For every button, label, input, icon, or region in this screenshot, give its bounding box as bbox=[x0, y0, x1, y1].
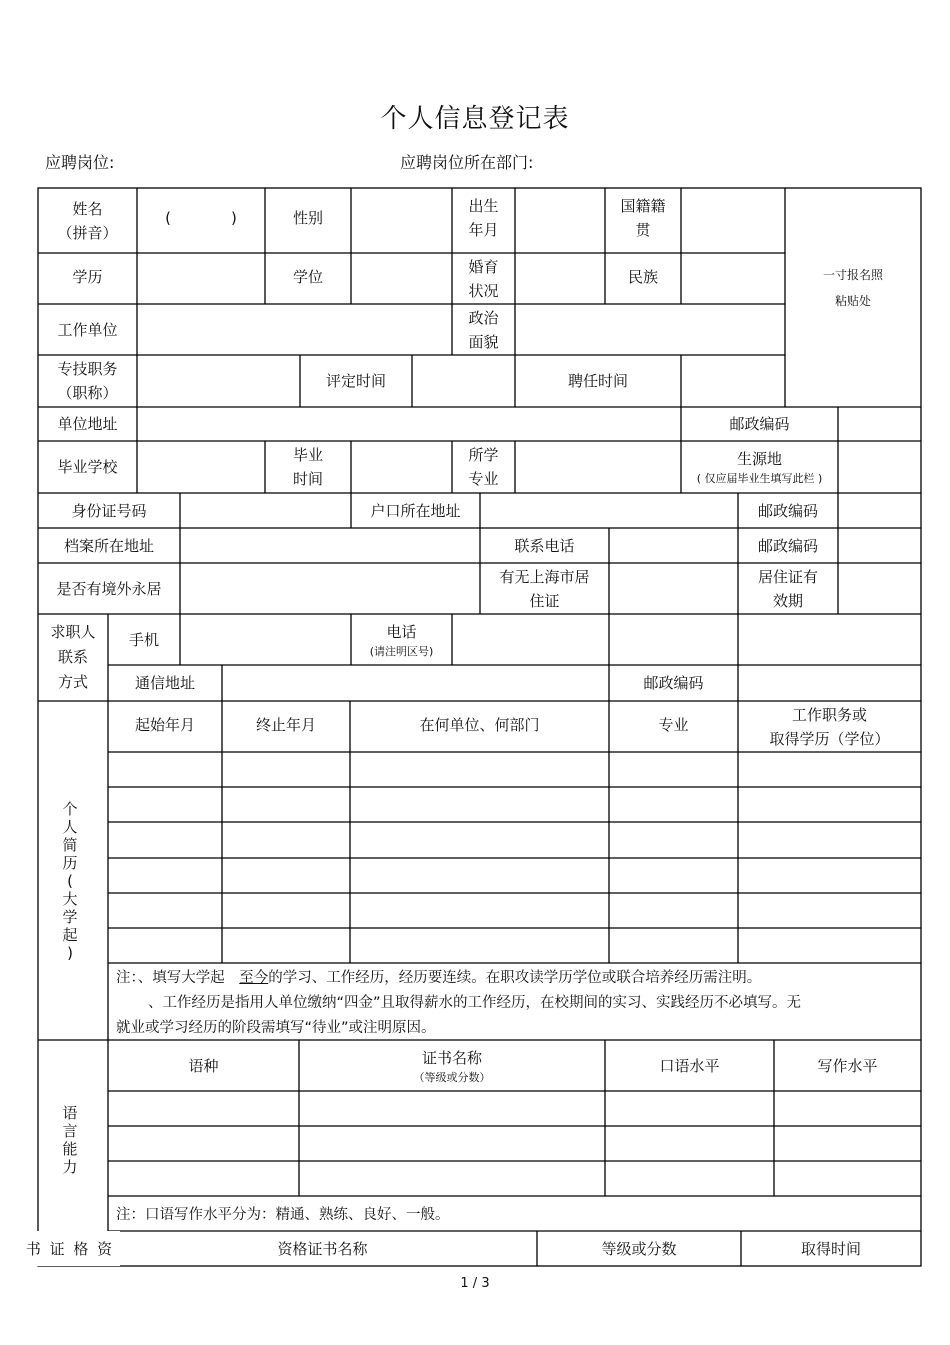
unit-address-label: 单位地址 bbox=[57, 415, 118, 433]
permit-validity-line1: 居住证有 bbox=[757, 567, 818, 586]
contact-label-line3: 方式 bbox=[57, 673, 88, 691]
certificate-header-level: 等级或分数 bbox=[601, 1239, 677, 1258]
language-note: 注：口语写作水平分为：精通、熟练、良好、一般。 bbox=[116, 1207, 450, 1223]
resume-header-unit: 在何单位、何部门 bbox=[419, 715, 540, 734]
nationality-field[interactable] bbox=[681, 188, 785, 253]
workplace-label: 工作单位 bbox=[57, 320, 118, 339]
professional-title-line2: （职称） bbox=[57, 384, 118, 402]
id-number-field[interactable] bbox=[180, 493, 351, 528]
degree-label: 学位 bbox=[292, 268, 323, 286]
resume-side-label bbox=[60, 800, 80, 962]
shanghai-permit-line1: 有无上海市居 bbox=[499, 567, 590, 586]
phone-extra-field-2[interactable] bbox=[738, 614, 921, 665]
birth-field[interactable] bbox=[515, 188, 605, 253]
language-side-char: 言 bbox=[62, 1122, 78, 1140]
resume-side-char: 大 bbox=[62, 890, 78, 908]
permit-validity-line2: 效期 bbox=[772, 591, 803, 610]
marital-field[interactable] bbox=[515, 253, 605, 304]
hire-time-label: 聘任时间 bbox=[567, 372, 628, 390]
language-header-cert-line2: （等级或分数） bbox=[413, 1070, 491, 1084]
language-header-lang: 语种 bbox=[188, 1056, 219, 1075]
language-header-cert bbox=[299, 1040, 605, 1091]
hukou-address-field[interactable] bbox=[480, 493, 738, 528]
resume-header-major: 专业 bbox=[658, 715, 689, 734]
marital-label-line1: 婚育 bbox=[468, 257, 499, 276]
political-label-line2: 面貌 bbox=[468, 332, 499, 351]
resume-note-prefix: 注：、填写大学起 bbox=[116, 970, 240, 986]
gender-label: 性别 bbox=[292, 209, 323, 227]
position-label: 应聘岗位: bbox=[45, 153, 115, 172]
marital-label-line2: 状况 bbox=[468, 281, 499, 300]
unit-address-field[interactable] bbox=[137, 407, 681, 441]
language-side-label bbox=[60, 1104, 80, 1176]
mail-address-label: 通信地址 bbox=[134, 674, 195, 692]
origin-label bbox=[681, 441, 838, 493]
contact-label-line2: 联系 bbox=[57, 648, 88, 666]
shanghai-permit-label bbox=[480, 563, 609, 614]
certificate-side-label: 书 证 格 资 bbox=[20, 1231, 120, 1266]
workplace-field[interactable] bbox=[137, 304, 452, 355]
professional-title-field[interactable] bbox=[137, 355, 300, 407]
hukou-postcode-field[interactable] bbox=[838, 493, 921, 528]
birth-label-line2: 年月 bbox=[468, 221, 499, 239]
language-header-writing: 写作水平 bbox=[817, 1056, 878, 1075]
gender-field[interactable] bbox=[351, 188, 452, 253]
birth-label bbox=[452, 188, 515, 248]
origin-note: ( 仅应届毕业生填写此栏 ) bbox=[696, 472, 823, 485]
major-label-line1: 所学 bbox=[468, 446, 499, 464]
language-side-char: 能 bbox=[62, 1140, 78, 1158]
permit-validity-field[interactable] bbox=[838, 563, 921, 614]
shanghai-permit-field[interactable] bbox=[609, 563, 738, 614]
shanghai-permit-line2: 住证 bbox=[529, 591, 560, 610]
school-field[interactable] bbox=[137, 441, 265, 493]
contact-label-line1: 求职人 bbox=[50, 623, 96, 641]
grad-time-field[interactable] bbox=[351, 441, 452, 493]
language-header-cert-line1: 证书名称 bbox=[421, 1048, 482, 1067]
unit-postcode-field[interactable] bbox=[838, 407, 921, 441]
certificate-header-date: 取得时间 bbox=[800, 1239, 861, 1258]
contact-section-label bbox=[38, 614, 108, 701]
resume-side-char: 起 bbox=[62, 926, 78, 944]
mobile-field[interactable] bbox=[180, 614, 351, 665]
resume-side-char: 历 bbox=[62, 854, 78, 872]
birth-label-line1: 出生 bbox=[468, 197, 499, 215]
school-label: 毕业学校 bbox=[57, 458, 118, 476]
mail-postcode-field[interactable] bbox=[738, 665, 921, 701]
resume-side-char: ( bbox=[67, 872, 73, 890]
resume-side-char: 人 bbox=[62, 818, 78, 836]
hukou-address-label: 户口所在地址 bbox=[370, 501, 461, 520]
name-label-line2: （拼音） bbox=[57, 223, 118, 242]
phone-field[interactable] bbox=[452, 614, 609, 665]
assess-time-label: 评定时间 bbox=[325, 372, 386, 390]
archive-address-field[interactable] bbox=[180, 528, 480, 563]
resume-note-line3: 就业或学习经历的阶段需填写“待业”或注明原因。 bbox=[116, 1020, 436, 1036]
resume-header-job-line2: 取得学历（学位） bbox=[769, 729, 890, 748]
degree-field[interactable] bbox=[351, 253, 452, 304]
grad-time-line2: 时间 bbox=[292, 470, 323, 488]
political-label-line1: 政治 bbox=[468, 308, 499, 327]
certificate-header-name: 资格证书名称 bbox=[277, 1239, 368, 1258]
phone-label-text: 电话 bbox=[386, 622, 417, 641]
photo-label-line2: 粘贴处 bbox=[834, 294, 871, 308]
assess-time-field[interactable] bbox=[412, 355, 515, 407]
resume-side-char: 个 bbox=[62, 800, 78, 818]
education-label: 学历 bbox=[72, 268, 103, 286]
ethnicity-field[interactable] bbox=[681, 253, 785, 304]
marital-label bbox=[452, 253, 515, 304]
language-side-char: 语 bbox=[62, 1104, 78, 1122]
mail-address-field[interactable] bbox=[222, 665, 609, 701]
photo-placeholder[interactable] bbox=[785, 258, 921, 318]
name-label-line1: 姓名 bbox=[72, 199, 103, 218]
pinyin-field[interactable]: ( ) bbox=[165, 209, 237, 227]
photo-label-line1: 一寸报名照 bbox=[822, 268, 883, 282]
phone-extra-field[interactable] bbox=[609, 614, 738, 665]
resume-note-line2: 、工作经历是指用人单位缴纳“四金”且取得薪水的工作经历，在校期间的实习、实践经历不必填写。无 bbox=[148, 995, 802, 1011]
hire-time-field[interactable] bbox=[681, 355, 785, 407]
department-label: 应聘岗位所在部门: bbox=[400, 153, 534, 172]
phone-note: (请注明区号) bbox=[369, 644, 434, 658]
nationality-label-line2: 贯 bbox=[635, 221, 651, 239]
language-header-oral: 口语水平 bbox=[659, 1056, 720, 1075]
grad-time-label bbox=[265, 441, 351, 493]
nationality-label-line1: 国籍籍 bbox=[620, 197, 666, 215]
archive-address-label: 档案所在地址 bbox=[63, 536, 154, 555]
origin-field[interactable] bbox=[838, 441, 921, 493]
hukou-postcode-label: 邮政编码 bbox=[757, 501, 818, 520]
archive-postcode-label: 邮政编码 bbox=[757, 536, 818, 555]
resume-side-char: 学 bbox=[62, 908, 78, 926]
permit-validity-label bbox=[738, 563, 838, 614]
resume-note-line1 bbox=[116, 966, 761, 991]
overseas-residence-field[interactable] bbox=[180, 563, 480, 614]
resume-header-start: 起始年月 bbox=[134, 715, 195, 734]
archive-postcode-field[interactable] bbox=[838, 528, 921, 563]
professional-title-line1: 专技职务 bbox=[57, 360, 118, 378]
language-side-char: 力 bbox=[62, 1158, 78, 1176]
nationality-label bbox=[605, 188, 681, 248]
page-number: 1 / 3 bbox=[460, 1276, 490, 1291]
resume-note-suffix: 的学习、工作经历，经历要连续。在职攻读学历学位或联合培养经历需注明。 bbox=[268, 970, 762, 986]
page-title: 个人信息登记表 bbox=[380, 104, 570, 134]
overseas-residence-label: 是否有境外永居 bbox=[56, 579, 162, 598]
name-label bbox=[38, 188, 137, 253]
education-field[interactable] bbox=[137, 253, 265, 304]
mobile-label: 手机 bbox=[128, 630, 159, 649]
resume-header-job bbox=[738, 701, 921, 752]
grad-time-line1: 毕业 bbox=[292, 446, 323, 464]
major-field[interactable] bbox=[515, 441, 681, 493]
political-label bbox=[452, 304, 515, 355]
resume-side-char: 简 bbox=[62, 836, 78, 854]
contact-phone-label: 联系电话 bbox=[514, 536, 575, 555]
major-label-line2: 专业 bbox=[468, 470, 499, 488]
resume-header-job-line1: 工作职务或 bbox=[791, 705, 867, 724]
phone-label bbox=[351, 614, 452, 665]
resume-note-underlined: 至今 bbox=[239, 970, 269, 986]
resume-header-end: 终止年月 bbox=[255, 715, 316, 734]
unit-postcode-label: 邮政编码 bbox=[729, 415, 790, 433]
origin-label-text: 生源地 bbox=[736, 450, 782, 468]
professional-title-label bbox=[38, 355, 137, 407]
contact-phone-field[interactable] bbox=[609, 528, 738, 563]
mail-postcode-label: 邮政编码 bbox=[643, 674, 704, 692]
major-label bbox=[452, 441, 515, 493]
resume-side-char: ) bbox=[67, 944, 73, 962]
ethnicity-label: 民族 bbox=[627, 268, 658, 286]
id-number-label: 身份证号码 bbox=[71, 501, 147, 520]
political-field[interactable] bbox=[515, 304, 785, 355]
